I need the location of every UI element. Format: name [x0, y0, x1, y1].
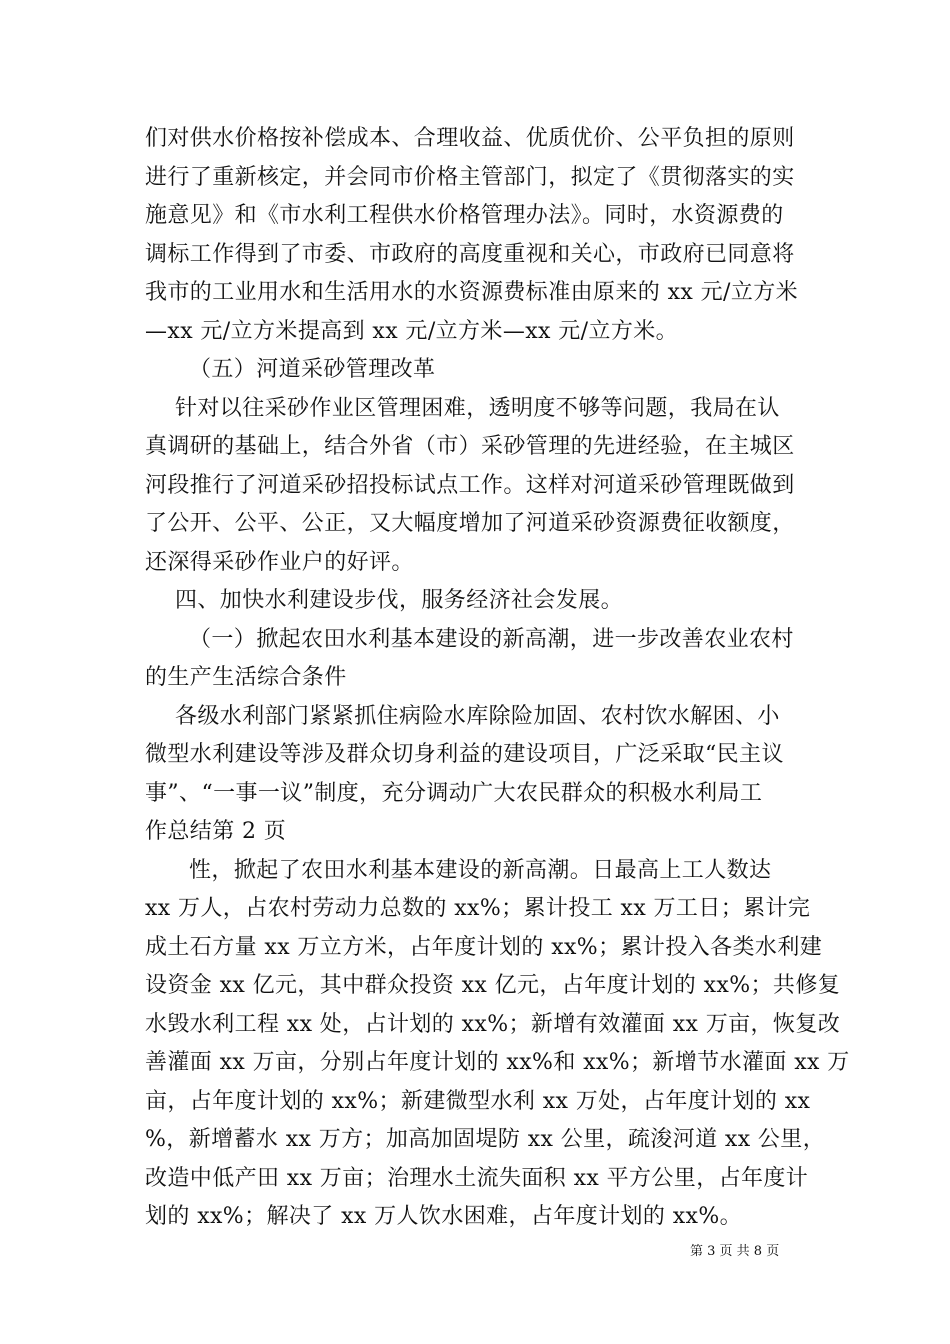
text-line: 针对以往采砂作业区管理困难，透明度不够等问题，我局在认 — [175, 395, 780, 421]
text-line: 施意见》和《市水利工程供水价格管理办法》。同时，水资源费的 — [145, 203, 784, 228]
text-line: 真调研的基础上，结合外省（市）采砂管理的先进经验，在主城区 — [145, 434, 795, 459]
text-line: 水毁水利工程 xx 处，占计划的 xx%；新增有效灌面 xx 万亩，恢复改 — [145, 1011, 841, 1037]
section-heading: （一）掀起农田水利基本建设的新高潮，进一步改善农业农村 — [189, 626, 794, 652]
text-line: 进行了重新核定，并会同市价格主管部门，拟定了《贯彻落实的实 — [145, 164, 795, 190]
section-heading: 四、加快水利建设步伐，服务经济社会发展。 — [175, 588, 624, 613]
text-line: 调标工作得到了市委、市政府的高度重视和关心，市政府已同意将 — [145, 241, 795, 267]
text-line: 性，掀起了农田水利基本建设的新高潮。日最高上工人数达 — [189, 857, 772, 883]
text-line: 各级水利部门紧紧抓住病险水库除险加固、农村饮水解困、小 — [175, 703, 780, 729]
text-line: 微型水利建设等涉及群众切身利益的建设项目，广泛采取“民主议 — [145, 742, 784, 767]
text-line: 还深得采砂作业户的好评。 — [145, 549, 414, 575]
text-line: 设资金 xx 亿元，其中群众投资 xx 亿元，占年度计划的 xx%；共修复 — [145, 973, 841, 998]
text-line: 亩，占年度计划的 xx%；新建微型水利 xx 万处，占年度计划的 xx — [145, 1088, 811, 1114]
text-line: 成土石方量 xx 万立方米，占年度计划的 xx%；累计投入各类水利建 — [145, 934, 823, 960]
text-line: 事”、“一事一议”制度，充分调动广大农民群众的积极水利局工 — [145, 780, 763, 806]
text-line: 划的 xx%；解决了 xx 万人饮水困难，占年度计划的 xx%。 — [145, 1204, 743, 1229]
page-number-footer: 第 3 页 共 8 页 — [690, 1244, 780, 1259]
text-line: xx 万人，占农村劳动力总数的 xx%；累计投工 xx 万工日；累计完 — [145, 896, 811, 921]
text-line: —xx 元/立方米提高到 xx 元/立方米—xx 元/立方米。 — [145, 318, 679, 344]
text-line: 善灌面 xx 万亩，分别占年度计划的 xx%和 xx%；新增节水灌面 xx 万 — [145, 1050, 850, 1075]
text-line: 们对供水价格按补偿成本、合理收益、优质优价、公平负担的原则 — [145, 126, 795, 151]
section-heading: （五）河道采砂管理改革 — [189, 357, 436, 382]
text-line: 河段推行了河道采砂招投标试点工作。这样对河道采砂管理既做到 — [145, 472, 795, 498]
text-line: 了公开、公平、公正，又大幅度增加了河道采砂资源费征收额度， — [145, 511, 795, 536]
text-line: 我市的工业用水和生活用水的水资源费标准由原来的 xx 元/立方米 — [145, 280, 799, 305]
text-line: %，新增蓄水 xx 万方；加高加固堤防 xx 公里，疏浚河道 xx 公里， — [145, 1127, 826, 1152]
document-body — [145, 120, 850, 1237]
text-line: 改造中低产田 xx 万亩；治理水土流失面积 xx 平方公里，占年度计 — [145, 1165, 809, 1191]
text-line: 作总结第 2 页 — [145, 819, 287, 844]
text-line: 的生产生活综合条件 — [145, 665, 347, 690]
